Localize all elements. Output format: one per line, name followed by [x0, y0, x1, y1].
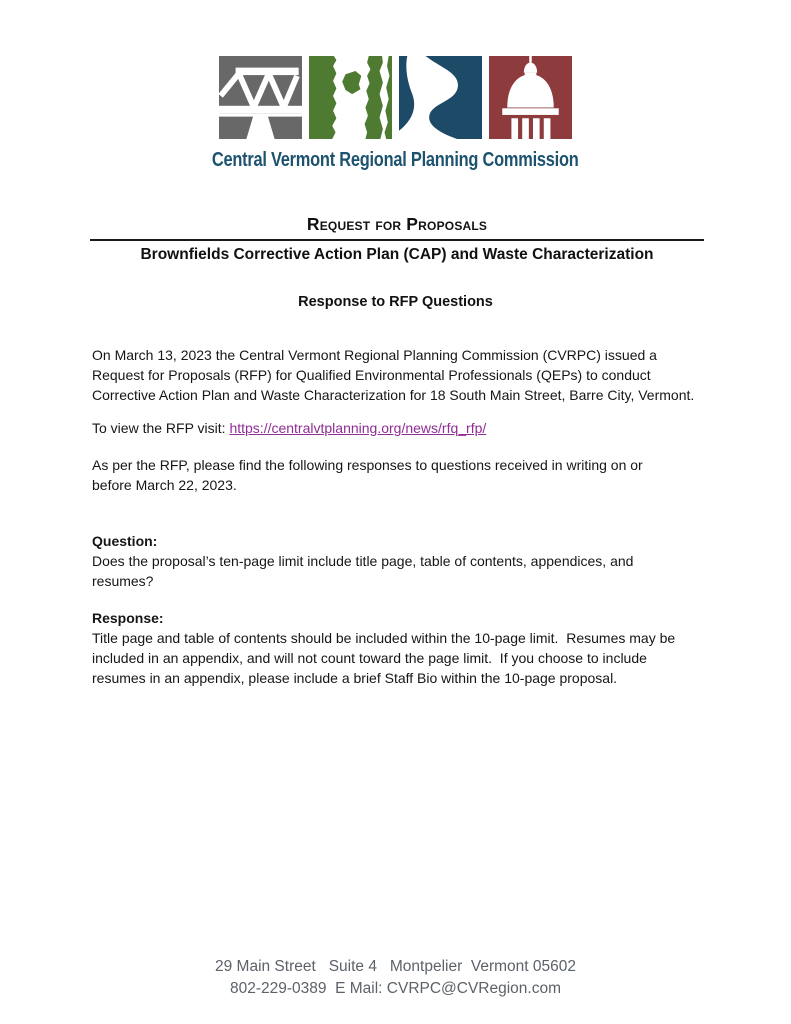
capitol-dome-icon	[489, 55, 572, 140]
question-line: Does the proposal’s ten-page limit include title page, table of contents, appendices, and	[92, 553, 634, 569]
response-label: Response:	[92, 610, 164, 626]
logo-panels	[219, 55, 572, 140]
response-line: Title page and table of contents should be included within the 10-page limit. Resumes may be	[92, 630, 676, 646]
as-per-line: As per the RFP, please find the following responses to questions received in writing on or	[92, 457, 643, 473]
section-title: Response to RFP Questions	[298, 294, 493, 310]
cvrpc-logo	[0, 55, 791, 172]
question-line: resumes?	[92, 573, 154, 589]
page-title: Request for Proposals	[306, 214, 488, 234]
intro-line: Corrective Action Plan and Waste Characterization for 18 South Main Street, Barre City, Vermont.	[92, 387, 695, 403]
response-line: resumes in an appendix, please include a brief Staff Bio within the 10-page proposal.	[92, 670, 618, 686]
doc-subtitle: Brownfields Corrective Action Plan (CAP) and Waste Characterization	[140, 246, 654, 263]
bridge-icon	[219, 55, 302, 140]
org-name: Central Vermont Regional Planning Commission	[212, 148, 579, 171]
question-label: Question:	[92, 533, 158, 549]
title-rule	[90, 239, 704, 241]
view-rfp-prefix: To view the RFP visit:	[92, 420, 230, 436]
view-rfp-paragraph	[92, 418, 740, 438]
page-footer	[0, 956, 791, 1000]
footer-address: 29 Main Street Suite 4 Montpelier Vermont 05602	[214, 958, 576, 975]
rfp-url-link[interactable]: https://centralvtplanning.org/news/rfq_rfp/	[229, 420, 487, 436]
footer-contact: 802-229-0389 E Mail: CVRPC@CVRegion.com	[229, 980, 562, 997]
as-per-paragraph	[92, 455, 740, 495]
response-text	[92, 628, 740, 688]
intro-paragraph	[92, 345, 740, 405]
response-line: included in an appendix, and will not count toward the page limit. If you choose to include	[92, 650, 647, 666]
as-per-line: before March 22, 2023.	[92, 477, 237, 493]
vermont-state-icon	[309, 55, 392, 140]
document-body	[92, 345, 740, 688]
intro-line: Request for Proposals (RFP) for Qualified Environmental Professionals (QEPs) to conduct	[92, 367, 651, 383]
intro-line: On March 13, 2023 the Central Vermont Regional Planning Commission (CVRPC) issued a	[92, 347, 657, 363]
title-block	[90, 214, 704, 264]
question-text	[92, 551, 740, 591]
river-icon	[399, 55, 482, 140]
